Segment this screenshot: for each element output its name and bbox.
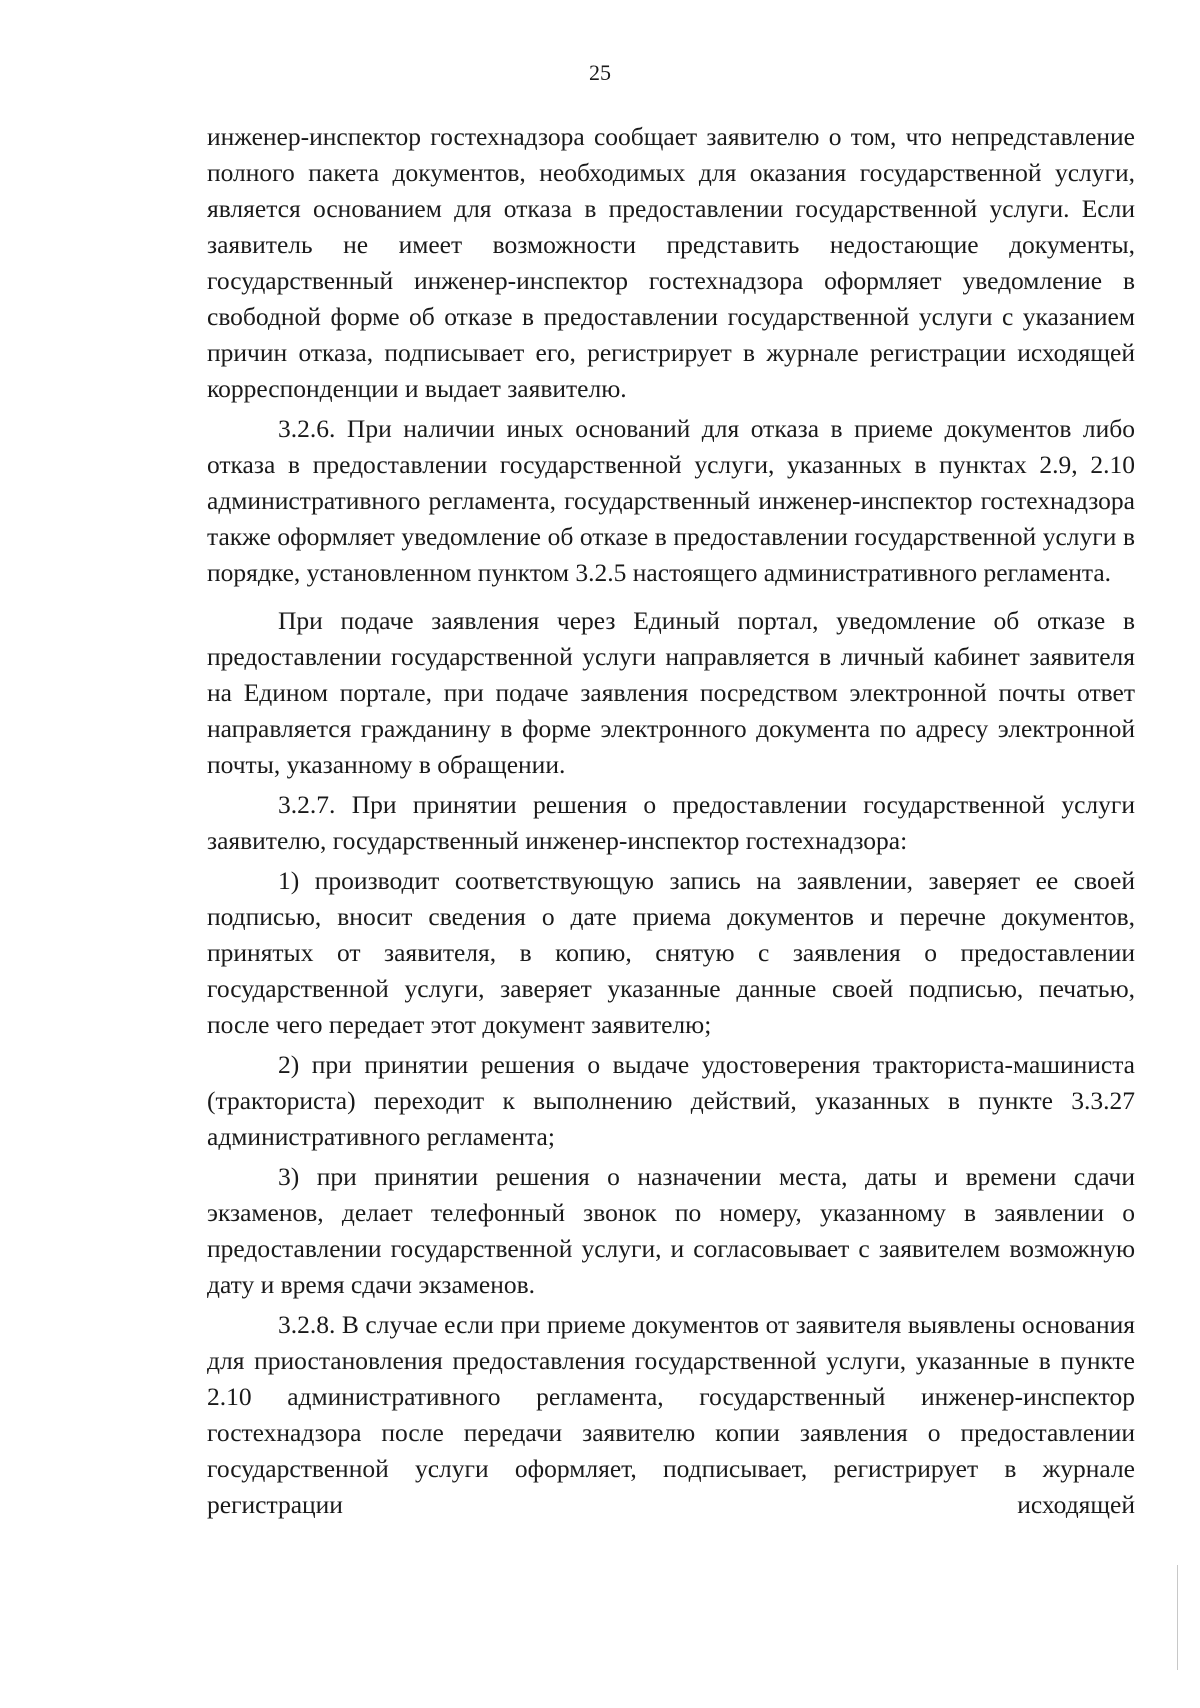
- paragraph-3-2-6: 3.2.6. При наличии иных оснований для отказа в приеме документов либо отказа в предоставлении государственной услуги, указанных в пунктах 2.9, 2.10 административного регламента, государственный инженер-инспектор гостехнадзора также оформляет уведомление об отказе в предоставлении государственной услуги в порядке, установленном пунктом 3.2.5 настоящего административного регламента.: [207, 414, 1135, 587]
- paragraph-continuation: инженер-инспектор гостехнадзора сообщает заявителю о том, что непредставление полного пакета документов, необходимых для оказания государственной услуги, является основанием для отказа в предоставлении государственной услуги. Если заявитель не имеет возможности представить недостающие документы, государственный инженер-инспектор гостехнадзора оформляет уведомление в свободной форме об отказе в предоставлении государственной услуги с указанием причин отказа, подписывает его, регистрирует в журнале регистрации исходящей корреспонденции и выдает заявителю.: [207, 122, 1135, 403]
- paragraph-3-2-8: 3.2.8. В случае если при приеме документов от заявителя выявлены основания для приостановления предоставления государственной услуги, указанные в пункте 2.10 административного регламента, государственный инженер-инспектор гостехнадзора после передачи заявителю копии заявления о предоставлении государственной услуги оформляет, подписывает, регистрирует в журнале регистрации исходящей: [207, 1310, 1135, 1519]
- scan-edge-line: [1177, 1565, 1178, 1670]
- document-body: [207, 119, 1135, 1523]
- list-item-1: 1) производит соответствующую запись на заявлении, заверяет ее своей подписью, вносит сведения о дате приема документов и перечне документов, принятых от заявителя, в копию, снятую с заявления о предоставлении государственной услуги, заверяет указанные данные своей подписью, печатью, после чего передает этот документ заявителю;: [207, 866, 1135, 1039]
- paragraph-3-2-7: 3.2.7. При принятии решения о предоставлении государственной услуги заявителю, государственный инженер-инспектор гостехнадзора:: [207, 790, 1135, 855]
- list-item-2: 2) при принятии решения о выдаче удостоверения тракториста-машиниста (тракториста) переходит к выполнению действий, указанных в пункте 3.3.27 административного регламента;: [207, 1050, 1135, 1151]
- page-number: 25: [589, 60, 611, 85]
- paragraph-unified-portal: При подаче заявления через Единый портал, уведомление об отказе в предоставлении государственной услуги направляется в личный кабинет заявителя на Едином портале, при подаче заявления посредством электронной почты ответ направляется гражданину в форме электронного документа по адресу электронной почты, указанному в обращении.: [207, 606, 1135, 779]
- list-item-3: 3) при принятии решения о назначении места, даты и времени сдачи экзаменов, делает телефонный звонок по номеру, указанному в заявлении о предоставлении государственной услуги, и согласовывает с заявителем возможную дату и время сдачи экзаменов.: [207, 1162, 1135, 1299]
